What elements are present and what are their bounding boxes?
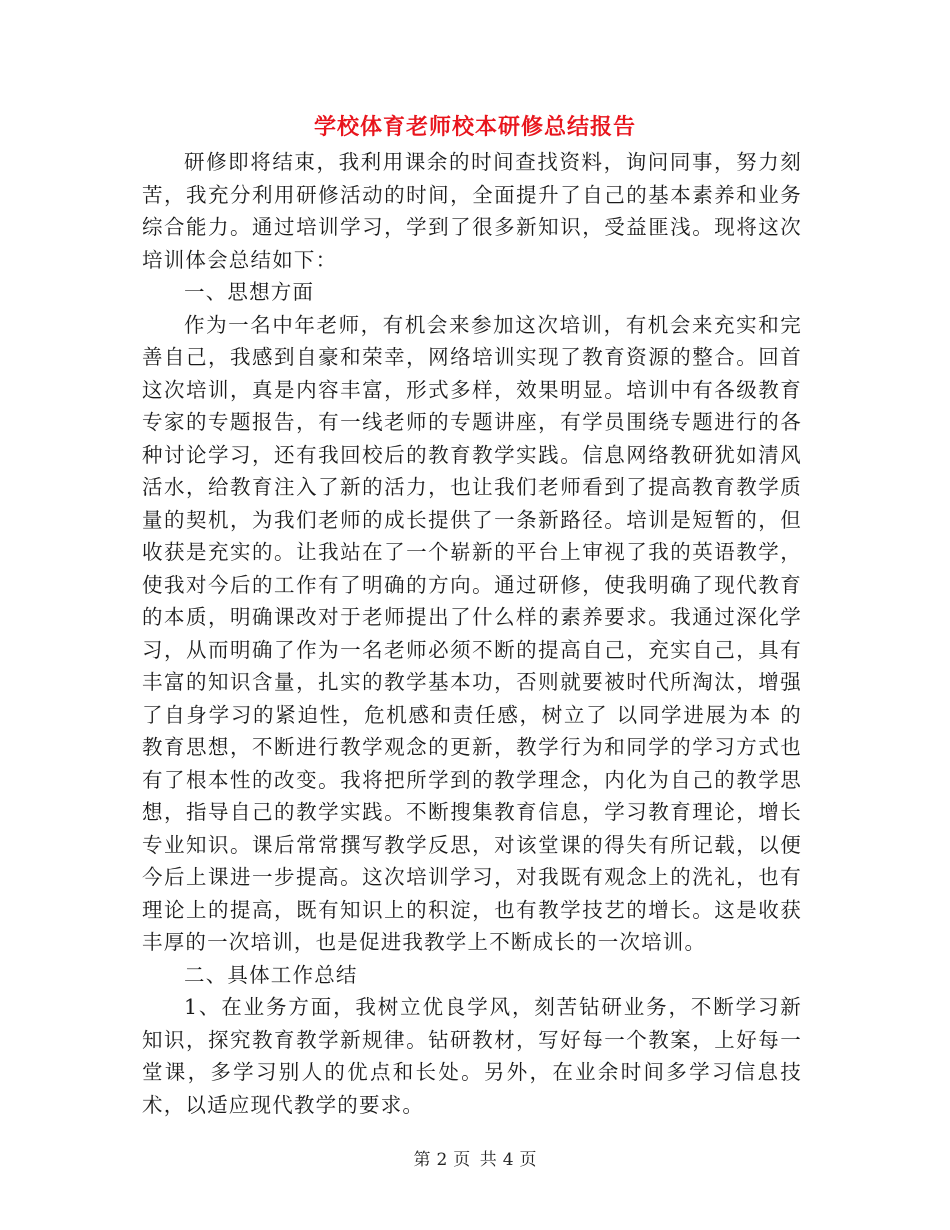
work-item-paragraph: 1、在业务方面，我树立优良学风，刻苦钻研业务，不断学习新知识，探究教育教学新规律。钻研教材，写好每一个教案，上好每一堂课，多学习别人的优点和长处。另外，在业余时间多学习信息技术，以适应现代教学的要求。: [142, 995, 802, 1117]
total-pages-number: 4: [502, 1150, 514, 1170]
section-heading-thoughts: 一、思想方面: [184, 280, 315, 304]
footer-suffix: 页: [519, 1150, 537, 1170]
section-heading-work-summary: 二、具体工作总结: [184, 962, 358, 987]
thoughts-paragraph: 作为一名中年老师，有机会来参加这次培训，有机会来充实和完善自己，我感到自豪和荣幸，网络培训实现了教育资源的整合。回首这次培训，真是内容丰富，形式多样，效果明显。培训中有各级教育专家的专题报告，有一线老师的专题讲座，有学员围绕专题进行的各种讨论学习，还有我回校后的教育教学实践。信息网络教研犹如清风活水，给教育注入了新的活力，也让我们老师看到了提高教育教学质量的契机，为我们老师的成长提供了一条新路径。培训是短暂的，但收获是充实的。让我站在了一个崭新的平台上审视了我的英语教学，使我对今后的工作有了明确的方向。通过研修，使我明确了现代教育的本质，明确课改对于老师提出了什么样的素养要求。我通过深化学习，从而明确了作为一名老师必须不断的提高自己，充实自己，具有丰富的知识含量，扎实的教学基本功，否则就要被时代所淘汰，增强了自身学习的紧迫性，危机感和责任感，树立了 以同学进展为本 的教育思想，不断进行教学观念的更新，教学行为和同学的学习方式也有了根本性的改变。我将把所学到的教学理念，内化为自己的教学思想，指导自己的教学实践。不断搜集教育信息，学习教育理论，增长专业知识。课后常常撰写教学反思，对该堂课的得失有所记载，以便今后上课进一步提高。这次培训学习，对我既有观念上的洗礼，也有理论上的提高，既有知识上的积淀，也有教学技艺的增长。这是收获丰厚的一次培训，也是促进我教学上不断成长的一次培训。: [142, 312, 802, 954]
footer-middle: 页 共: [453, 1150, 497, 1170]
footer-prefix: 第: [413, 1150, 431, 1170]
intro-paragraph: 研修即将结束，我利用课余的时间查找资料，询问同事，努力刻苦，我充分利用研修活动的时间，全面提升了自己的基本素养和业务综合能力。通过培训学习，学到了很多新知识，受益匪浅。现将这次培训体会总结如下：: [142, 150, 802, 272]
page-footer: [0, 1148, 950, 1172]
document-body: [142, 146, 802, 1121]
document-title: 学校体育老师校本研修总结报告: [313, 114, 636, 140]
current-page-number: 2: [436, 1150, 448, 1170]
